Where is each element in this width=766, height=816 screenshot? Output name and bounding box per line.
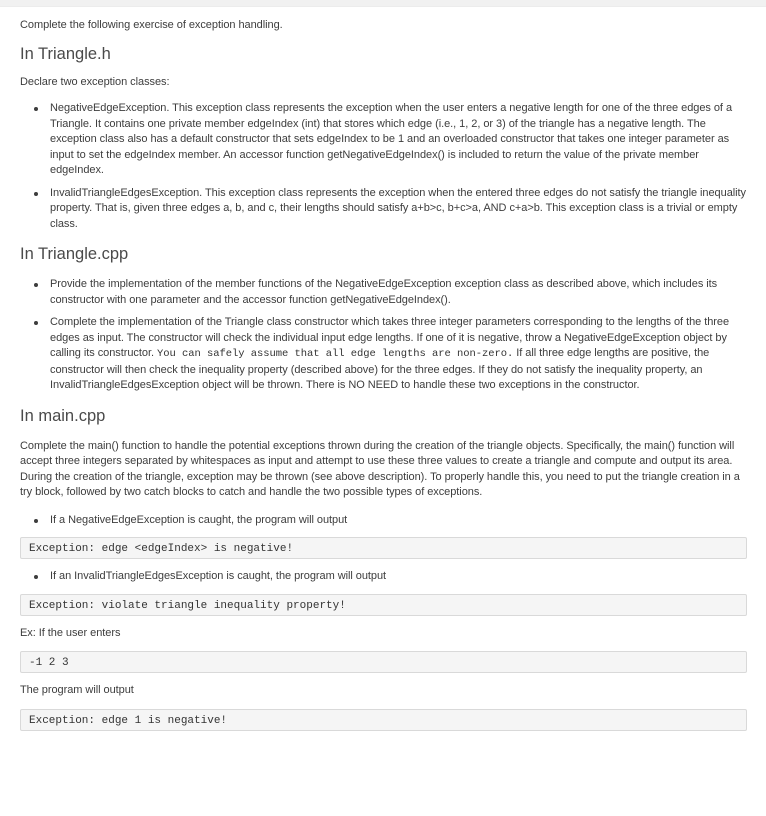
main-description: Complete the main() function to handle the potential exceptions thrown during the creation of the triangle objects. Specifically, the main() function will accept three integers separated by whitespaces as input and attempt to use these three values to create a triangle and compute and output its area. During the creation of the triangle, exception may be thrown (see above description). To properly handle this, you need to put the triangle creation in a try block, followed by two catch blocks to catch and handle the two possible types of exceptions. <box>20 439 740 498</box>
section1-lead: Declare two exception classes: <box>20 75 170 88</box>
exercise-content <box>20 18 750 731</box>
output-label: The program will output <box>20 684 134 696</box>
triangle-cpp-list <box>20 277 750 394</box>
list-item-negative-caught: If a NegativeEdgeException is caught, the program will output <box>50 513 750 529</box>
list-item-invalid-caught: If an InvalidTriangleEdgesException is caught, the program will output <box>50 569 750 585</box>
code-block-invalid-output: Exception: violate triangle inequality property! <box>20 594 747 616</box>
code-block-negative-output: Exception: edge <edgeIndex> is negative! <box>20 537 747 559</box>
list-item-invalid-edges-exception: InvalidTriangleEdgesException. This exception class represents the exception when the entered three edges do not satisfy the triangle inequality property. That is, given three edges a, b, and c, their lengths should satisfy a+b>c, b+c>a, AND c+a>b. This exception class is a trivial or empty class. <box>50 186 750 233</box>
inline-code-assumption: You can safely assume that all edge lengths are non-zero. <box>156 348 514 360</box>
negative-edge-list <box>20 513 750 529</box>
list-item-constructor <box>50 315 750 394</box>
constructor-text-before: Complete the implementation of the Triangle class constructor which takes three integer parameters corresponding to the lengths of the three edges as input. The constructor will check the individual input edge lengths. If one of it is negative, throw a NegativeEdgeException object by calling its constructor. <box>50 316 730 359</box>
intro-text: Complete the following exercise of exception handling. <box>20 19 283 31</box>
heading-triangle-h: In Triangle.h <box>20 44 111 63</box>
exception-classes-list <box>20 101 750 232</box>
list-item-negative-edge-exception: NegativeEdgeException. This exception class represents the exception when the user enters a negative length for one of the three edges of a Triangle. It contains one private member edgeIndex (int) that stores which edge (i.e., 1, 2, or 3) of the triangle has a negative length. The exception class also has a default constructor that sets edgeIndex to be 1 and an overloaded constructor that takes one integer parameter as input to set the edgeIndex member. An accessor function getNegativeEdgeIndex() is included to return the value of the private member edgeIndex. <box>50 101 750 179</box>
code-block-example-output: Exception: edge 1 is negative! <box>20 709 747 731</box>
list-item-implementation: Provide the implementation of the member functions of the NegativeEdgeException exception class as described above, which includes its constructor with one parameter and the accessor function getNegativeEdgeIndex(). <box>50 277 750 308</box>
heading-main-cpp: In main.cpp <box>20 406 106 425</box>
invalid-edges-list <box>20 569 750 585</box>
heading-triangle-cpp: In Triangle.cpp <box>20 245 129 263</box>
code-block-example-input: -1 2 3 <box>20 651 747 673</box>
example-label: Ex: If the user enters <box>20 626 121 639</box>
top-bar <box>0 0 766 7</box>
constructor-text-after: If all three edge lengths are positive, the constructor will then check the inequality property (described above) for the three edges. If they do not satisfy the inequality property, an InvalidTriangleEdgesException object will be thrown. There is NO NEED to handle these two exceptions in the constructor. <box>50 347 710 391</box>
